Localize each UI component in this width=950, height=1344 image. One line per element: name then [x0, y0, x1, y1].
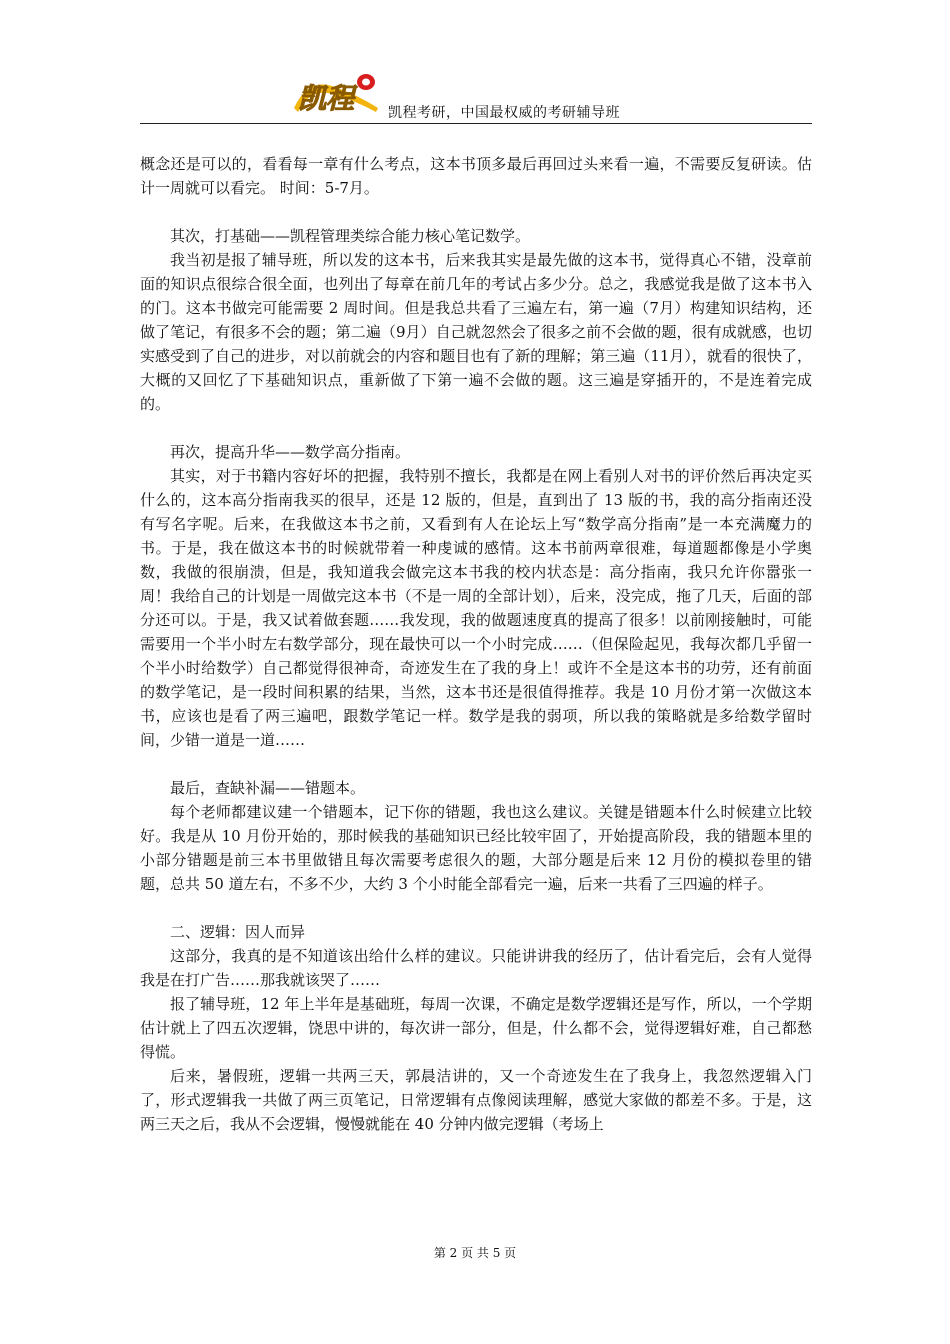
section-heading-advanced: 再次，提高升华——数学高分指南。: [170, 443, 411, 461]
page-header: [140, 68, 812, 124]
paragraph-concept-review: 概念还是可以的，看看每一章有什么考点，这本书顶多最后再回过头来看一遍，不需要反复研读。估计一周就可以看完。 时间：5-7月。: [140, 155, 812, 197]
logo-text: 凯程: [298, 82, 355, 115]
logo-dot-highlight: [362, 79, 370, 86]
page-number-footer: 第 2 页 共 5 页: [433, 1246, 517, 1260]
paragraph-gap: [140, 752, 812, 776]
section-heading-foundation: 其次，打基础——凯程管理类综合能力核心笔记数学。: [170, 227, 531, 245]
paragraph-error-book: 每个老师都建议建一个错题本，记下你的错题，我也这么建议。关键是错题本什么时候建立比较好。我是从 10 月份开始的，那时候我的基础知识已经比较牢固了，开始提高阶段，我的错题本里的小部分错题是前三本书里做错且每次需要考虑很久的题，大部分题是后来 12 月份的模拟卷里的错题，总共 50 道左右，不多不少，大约 3 个小时能全部看完一遍，后来一共看了三四遍的样子。: [140, 803, 812, 893]
paragraph-logic-intro: 这部分，我真的是不知道该出给什么样的建议。只能讲讲我的经历了，估计看完后，会有人觉得我是在打广告……那我就该哭了……: [140, 947, 812, 989]
header-slogan: 凯程考研，中国最权威的考研辅导班: [388, 105, 620, 121]
paragraph-gap: [140, 416, 812, 440]
section-heading-logic: 二、逻辑：因人而异: [170, 923, 306, 941]
paragraph-logic-class: 报了辅导班，12 年上半年是基础班，每周一次课，不确定是数学逻辑还是写作，所以，一个学期估计就上了四五次逻辑，饶思中讲的，每次讲一部分，但是，什么都不会，觉得逻辑好难，自己都愁得慌。: [140, 995, 812, 1061]
paragraph-foundation: 我当初是报了辅导班，所以发的这本书，后来我其实是最先做的这本书，觉得真心不错，没章前面的知识点很综合很全面，也列出了每章在前几年的考试占多少分。总之，我感觉我是做了这本书入的门。这本书做完可能需要 2 周时间。但是我总共看了三遍左右，第一遍（7月）构建知识结构，还做了笔记，有很多不会的题；第二遍（9月）自己就忽然会了很多之前不会做的题，很有成就感，也切实感受到了自己的进步，对以前就会的内容和题目也有了新的理解；第三遍（11月），就看的很快了，大概的又回忆了下基础知识点，重新做了下第一遍不会做的题。这三遍是穿插开的，不是连着完成的。: [140, 251, 812, 413]
section-heading-error-book: 最后，查缺补漏——错题本。: [170, 779, 366, 797]
paragraph-gap: [140, 200, 812, 224]
kaicheng-logo-icon: [288, 68, 384, 116]
paragraph-gap: [140, 896, 812, 920]
paragraph-advanced: 其实，对于书籍内容好坏的把握，我特别不擅长，我都是在网上看别人对书的评价然后再决定买什么的，这本高分指南我买的很早，还是 12 版的，但是，直到出了 13 版的书，我的高分指南还没有写名字呢。后来，在我做这本书之前，又看到有人在论坛上写“数学高分指南”是一本充满魔力的书。于是，我在做这本书的时候就带着一种虔诚的感情。这本书前两章很难，每道题都像是小学奥数，我做的很崩溃，但是，我知道我会做完这本书我的校内状态是：高分指南，我只允许你嚣张一周！我给自己的计划是一周做完这本书（不是一周的全部计划），后来，没完成，拖了几天，后面的部分还可以。于是，我又试着做套题……我发现，我的做题速度真的提高了很多！以前刚接触时，可能需要用一个半小时左右数学部分，现在最快可以一个小时完成……（但保险起见，我每次都几乎留一个半小时给数学）自己都觉得很神奇，奇迹发生在了我的身上！或许不全是这本书的功劳，还有前面的数学笔记，是一段时间积累的结果，当然，这本书还是很值得推荐。我是 10 月份才第一次做这本书，应该也是看了两三遍吧，跟数学笔记一样。数学是我的弱项，所以我的策略就是多给数学留时间，少错一道是一道……: [140, 467, 812, 749]
document-body: [140, 152, 812, 1136]
header-divider: [140, 123, 812, 124]
paragraph-logic-summer: 后来，暑假班，逻辑一共两三天，郭晨洁讲的，又一个奇迹发生在了我身上，我忽然逻辑入门了，形式逻辑我一共做了两三页笔记，日常逻辑有点像阅读理解，感觉大家做的都差不多。于是，这两三天之后，我从不会逻辑，慢慢就能在 40 分钟内做完逻辑（考场上: [140, 1067, 812, 1133]
